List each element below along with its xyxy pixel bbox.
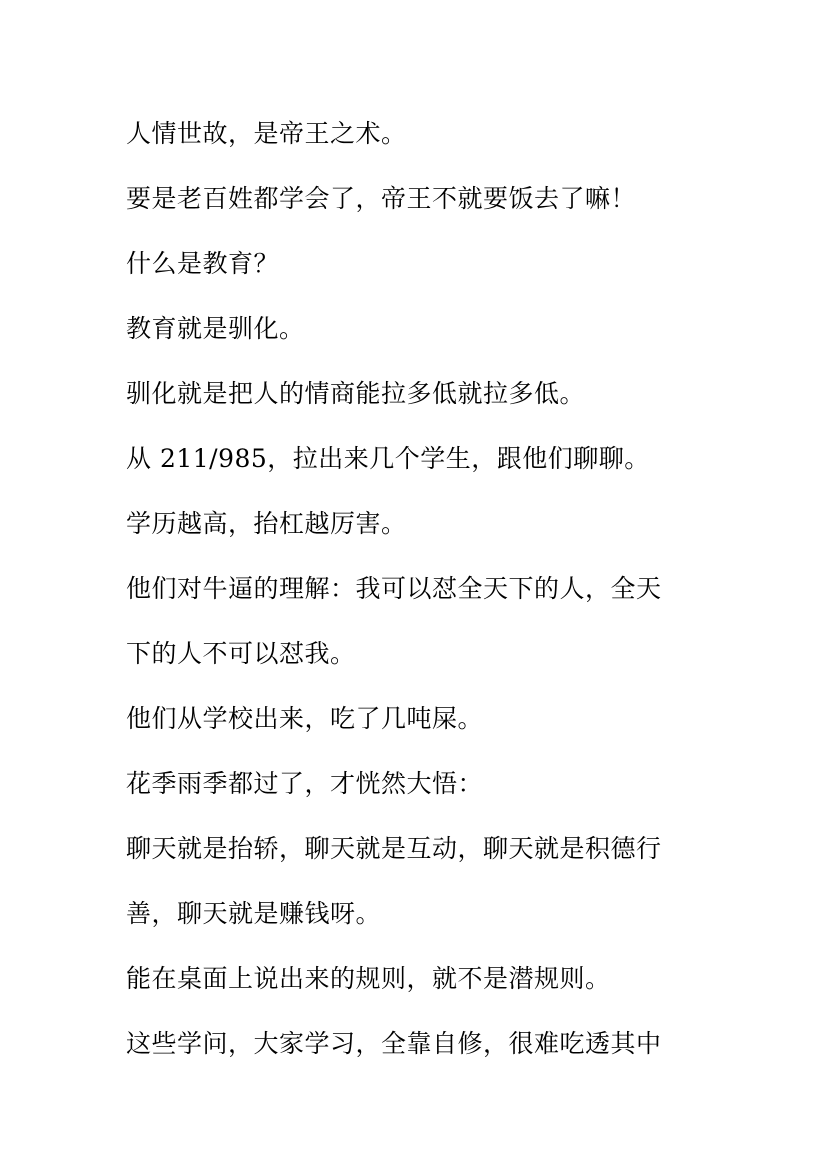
text-line: 从 211/985，拉出来几个学生，跟他们聊聊。: [126, 444, 650, 473]
text-line: 什么是教育？: [126, 249, 280, 278]
text-line: 要是老百姓都学会了，帝王不就要饭去了嘛！: [126, 184, 637, 213]
text-line: 学历越高，抬杠越厉害。: [126, 509, 407, 538]
text-line: 善，聊天就是赚钱呀。: [126, 899, 382, 928]
text-line: 他们对牛逼的理解：我可以怼全天下的人，全天: [126, 574, 662, 603]
text-line: 花季雨季都过了，才恍然大悟：: [126, 769, 484, 798]
document-body: [126, 110, 716, 1068]
text-line: 下的人不可以怼我。: [126, 639, 356, 668]
text-line: 人情世故，是帝王之术。: [126, 119, 407, 148]
text-line: 聊天就是抬轿，聊天就是互动，聊天就是积德行: [126, 834, 662, 863]
text-line: 驯化就是把人的情商能拉多低就拉多低。: [126, 379, 586, 408]
text-line: 这些学问，大家学习，全靠自修，很难吃透其中: [126, 1029, 662, 1058]
text-line: 教育就是驯化。: [126, 314, 305, 343]
text-line: 他们从学校出来，吃了几吨屎。: [126, 704, 484, 733]
text-line: 能在桌面上说出来的规则，就不是潜规则。: [126, 964, 611, 993]
